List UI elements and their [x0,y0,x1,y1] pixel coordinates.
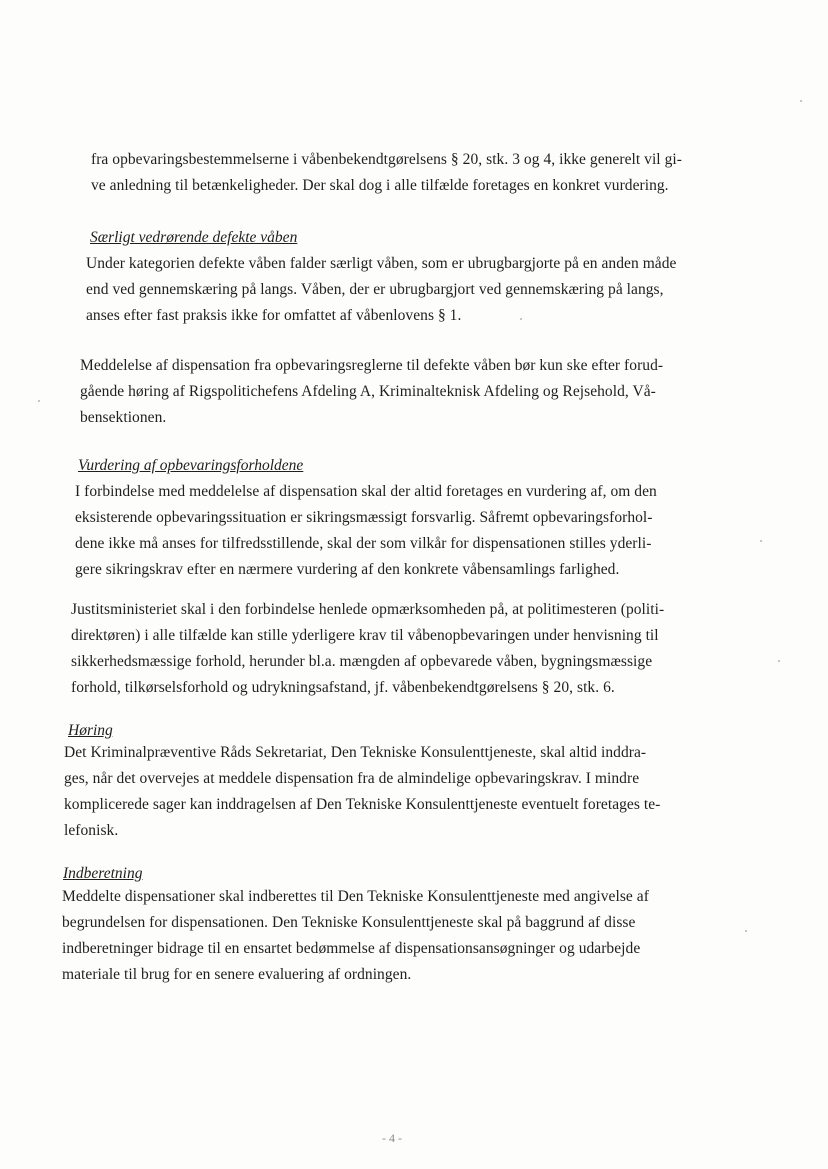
defekte-paragraph [86,251,676,329]
text-line: forhold, tilkørselsforhold og udrykningsafstand, jf. våbenbekendtgørelsens § 20, stk. 6. [71,679,615,696]
scan-speck [745,930,747,932]
text-line: end ved gennemskæring på langs. Våben, der er ubrugbargjort ved gennemskæring på langs, [86,281,664,298]
text-line: komplicerede sager kan inddragelsen af Den Tekniske Konsulenttjeneste eventuelt foretages te- [64,796,661,813]
text-line: fra opbevaringsbestemmelserne i våbenbekendtgørelsens § 20, stk. 3 og 4, ikke generelt vil gi- [91,151,682,168]
text-line: dene ikke må anses for tilfredsstillende, skal der som vilkår for dispensationen stilles yderli- [75,535,652,552]
indberetning-paragraph [62,884,649,988]
text-line: eksisterende opbevaringssituation er sikringsmæssigt forsvarlig. Såfremt opbevaringsforhol- [75,509,653,526]
scan-speck [760,540,762,542]
scan-speck [38,400,40,402]
horing-paragraph [64,740,660,844]
text-line: direktøren) i alle tilfælde kan stille yderligere krav til våbenopbevaringen under henvisning til [71,627,659,644]
text-line: ges, når det overvejes at meddele dispensation fra de almindelige opbevaringskrav. I mindre [64,770,640,787]
section-heading-vurdering: Vurdering af opbevaringsforholdene [78,457,304,474]
scan-speck [778,660,780,662]
scan-speck [520,318,522,320]
text-line: Meddelelse af dispensation fra opbevaringsreglerne til defekte våben bør kun ske efter forud- [80,357,664,374]
text-line: lefonisk. [64,822,119,839]
meddelelse-paragraph [80,353,663,431]
text-line: gående høring af Rigspolitichefens Afdeling A, Kriminalteknisk Afdeling og Rejsehold, Vå- [80,383,656,400]
text-line: Under kategorien defekte våben falder særligt våben, som er ubrugbargjorte på en anden måde [86,255,677,272]
justitsministeriet-paragraph [71,597,664,701]
text-line: Det Kriminalpræventive Råds Sekretariat, Den Tekniske Konsulenttjeneste, skal altid inddra- [64,744,647,761]
text-line: begrundelsen for dispensationen. Den Tekniske Konsulenttjeneste skal på baggrund af disse [62,914,636,931]
text-line: sikkerhedsmæssige forhold, herunder bl.a. mængden af opbevarede våben, bygningsmæssige [71,653,653,670]
text-line: I forbindelse med meddelelse af dispensation skal der altid foretages en vurdering af, om den [75,483,657,500]
vurdering-paragraph [75,479,657,583]
page-number: - 4 - [382,1131,402,1145]
text-line: gere sikringskrav efter en nærmere vurdering af den konkrete våbensamlings farlighed. [75,561,620,578]
text-line: Justitsministeriet skal i den forbindelse henlede opmærksomheden på, at politimesteren (politi- [71,601,665,618]
scan-speck [800,100,802,102]
text-line: indberetninger bidrage til en ensartet bedømmelse af dispensationsansøgninger og udarbejde [62,940,641,957]
text-line: materiale til brug for en senere evaluering af ordningen. [62,966,412,983]
section-heading-defekte-vaaben: Særligt vedrørende defekte våben [90,229,298,246]
section-heading-horing: Høring [68,722,113,739]
text-line: anses efter fast praksis ikke for omfattet af våbenlovens § 1. [86,307,462,324]
text-line: Meddelte dispensationer skal indberettes til Den Tekniske Konsulenttjeneste med angivelse af [62,888,649,905]
text-line: bensektionen. [80,409,167,426]
section-heading-indberetning: Indberetning [63,865,143,882]
intro-paragraph [91,147,682,199]
text-line: ve anledning til betænkeligheder. Der skal dog i alle tilfælde foretages en konkret vurdering. [91,177,669,194]
